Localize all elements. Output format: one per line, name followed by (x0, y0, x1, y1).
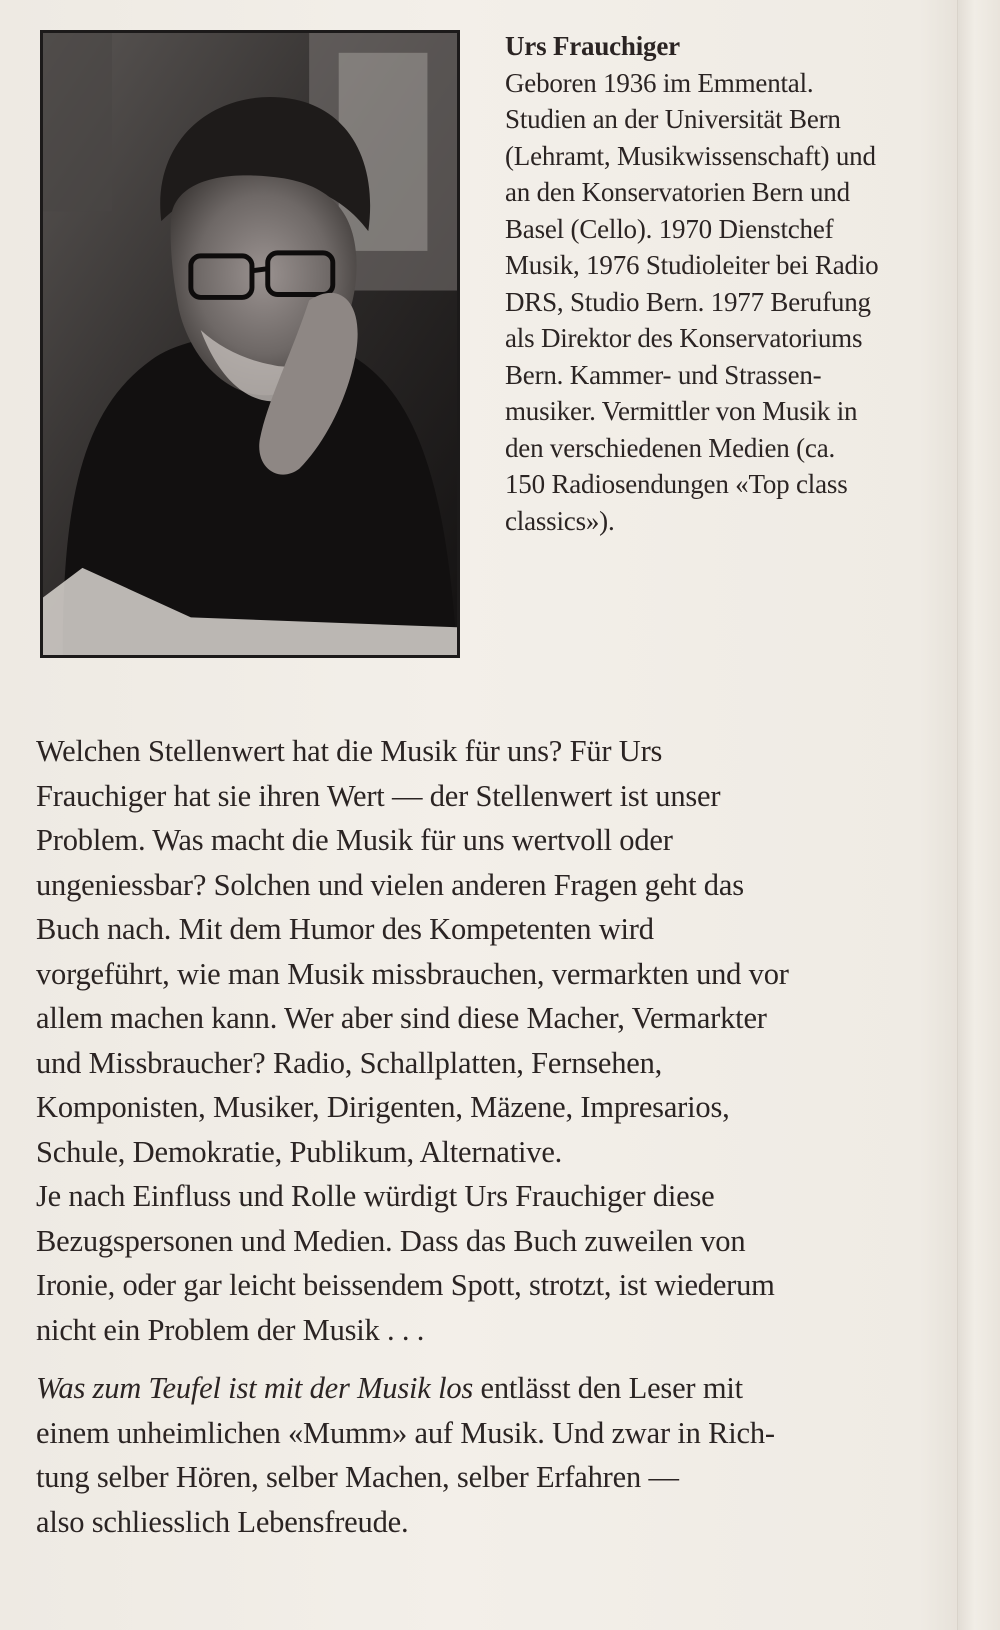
blurb-line: Buch nach. Mit dem Humor des Kompetenten wird (36, 912, 654, 946)
blurb-line-rest: entlässt den Leser mit (473, 1371, 743, 1405)
bio-line: musiker. Vermittler von Musik in (505, 396, 858, 426)
blurb-paragraph-3 (36, 1366, 936, 1544)
blurb-line: Bezugspersonen und Medien. Dass das Buch zuweilen von (36, 1223, 746, 1258)
blurb-line: allem machen kann. Wer aber sind diese Macher, Vermarkter (36, 1001, 767, 1035)
blurb-line: nicht ein Problem der Musik . . . (36, 1312, 425, 1347)
book-title: Was zum Teufel ist mit der Musik los (36, 1371, 474, 1405)
blurb-line: einem unheimlichen «Mumm» auf Musik. Und zwar in Rich- (36, 1415, 775, 1450)
bio-line: classics»). (505, 505, 615, 536)
blurb-line: ungeniessbar? Solchen und vielen anderen Fragen geht das (36, 867, 744, 902)
bio-line: den verschiedenen Medien (ca. (505, 432, 836, 463)
blurb-line: Schule, Demokratie, Publikum, Alternative. (36, 1134, 563, 1169)
blurb-line: und Missbraucher? Radio, Schallplatten, Fernsehen, (36, 1045, 663, 1080)
author-bio (505, 28, 965, 539)
bio-line: (Lehramt, Musikwissenschaft) und (505, 140, 876, 171)
bio-line: als Direktor des Konservatoriums (505, 323, 863, 353)
bio-line: Geboren 1936 im Emmental. (505, 67, 814, 98)
bio-line: an den Konservatorien Bern und (505, 177, 850, 207)
bio-line: Musik, 1976 Studioleiter bei Radio (505, 250, 879, 280)
book-blurb (36, 729, 936, 1544)
bio-line: Basel (Cello). 1970 Dienstchef (505, 213, 834, 244)
blurb-line: Problem. Was macht die Musik für uns wertvoll oder (36, 823, 673, 857)
blurb-line: also schliesslich Lebensfreude. (36, 1504, 409, 1539)
author-name: Urs Frauchiger (505, 31, 680, 61)
bio-line: DRS, Studio Bern. 1977 Berufung (505, 286, 871, 317)
blurb-paragraph-1 (36, 729, 936, 1174)
paragraph-spacer (36, 1352, 936, 1366)
bio-line: Bern. Kammer- und Strassen- (505, 359, 822, 390)
author-photo (40, 30, 460, 658)
bio-line: 150 Radiosendungen «Top class (505, 469, 848, 499)
author-portrait-image (43, 33, 457, 655)
blurb-line (36, 1366, 936, 1411)
blurb-line: tung selber Hören, selber Machen, selber Erfahren — (36, 1460, 679, 1494)
blurb-line: Welchen Stellenwert hat die Musik für uns? Für Urs (36, 734, 663, 768)
bio-line: Studien an der Universität Bern (505, 104, 841, 134)
blurb-line: Ironie, oder gar leicht beissendem Spott, strotzt, ist wiederum (36, 1268, 775, 1302)
blurb-line: Je nach Einfluss und Rolle würdigt Urs Frauchiger diese (36, 1179, 715, 1213)
blurb-paragraph-2 (36, 1174, 936, 1352)
blurb-line: Komponisten, Musiker, Dirigenten, Mäzene, Impresarios, (36, 1090, 730, 1124)
blurb-line: vorgeführt, wie man Musik missbrauchen, vermarkten und vor (36, 956, 789, 991)
blurb-line: Frauchiger hat sie ihren Wert — der Stellenwert ist unser (36, 778, 721, 813)
